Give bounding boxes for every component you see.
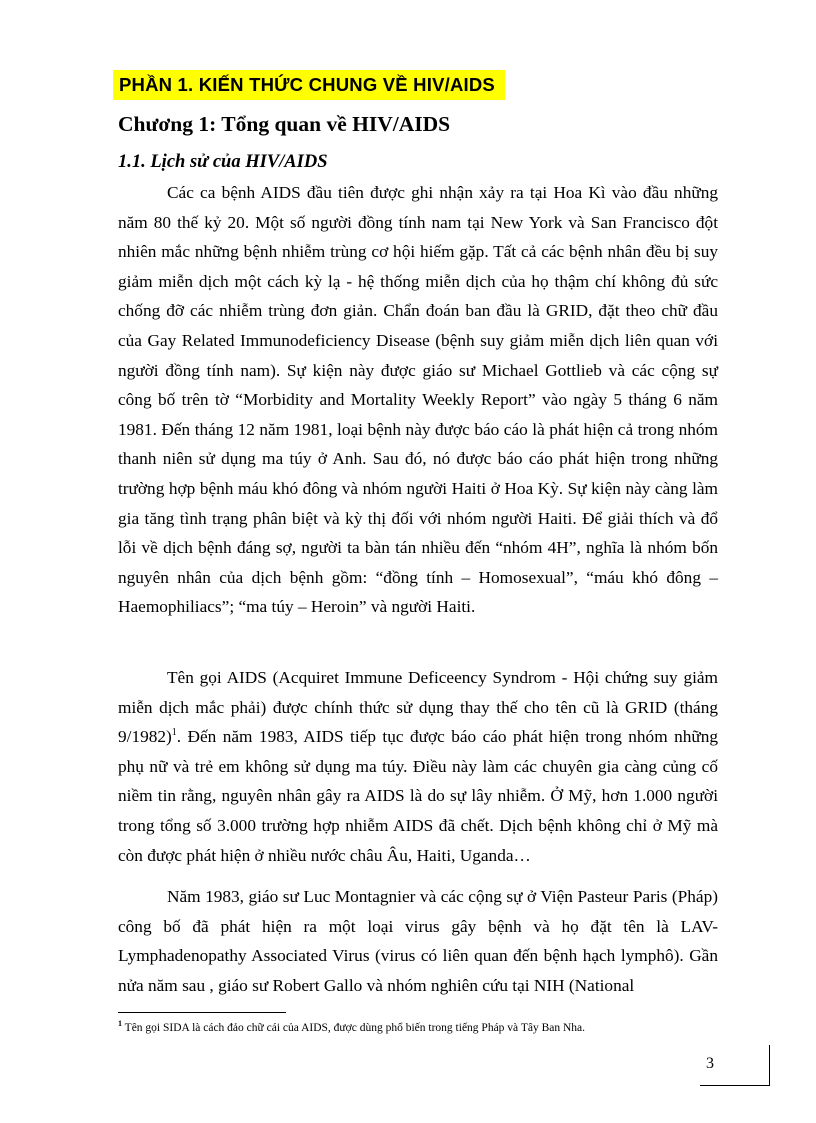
page-number: 3: [706, 1055, 714, 1072]
part-heading: PHẦN 1. KIẾN THỨC CHUNG VỀ HIV/AIDS: [113, 70, 505, 100]
footnote: [118, 1020, 718, 1036]
chapter-title: Chương 1: Tổng quan về HIV/AIDS: [118, 112, 451, 136]
paragraph-aids-name-text: Tên gọi AIDS (Acquiret Immune Deficeency Syndrom - Hội chứng suy giảm miễn dịch mắc phải) được chính thức sử dụng thay thế cho tên cũ là GRID (tháng 9/1982): [118, 668, 718, 747]
paragraph-virus-discovery: Năm 1983, giáo sư Luc Montagnier và các cộng sự ở Viện Pasteur Paris (Pháp) công bố đã phát hiện ra một loại virus gây bệnh và họ đặt tên là LAV-Lymphadenopathy Associated Virus (virus có liên quan đến bệnh hạch lymphô). Gần nửa năm sau , giáo sư Robert Gallo và nhóm nghiên cứu tại NIH (National: [118, 887, 718, 995]
paragraph-history: Các ca bệnh AIDS đầu tiên được ghi nhận xảy ra tại Hoa Kì vào đầu những năm 80 thế kỷ 20. Một số người đồng tính nam tại New York và San Francisco đột nhiên mắc những bệnh nhiễm trùng cơ hội hiếm gặp. Tất cả các bệnh nhân đều bị suy giảm miễn dịch một cách kỳ lạ - hệ thống miễn dịch của họ thậm chí không đủ sức chống đỡ các nhiễm trùng đơn giản. Chẩn đoán ban đầu là GRID, đặt theo chữ đầu của Gay Related Immunodeficiency Disease (bệnh suy giảm miễn dịch liên quan với người đồng tính nam). Sự kiện này được giáo sư Michael Gottlieb và các cộng sự công bố trên tờ “Morbidity and Mortality Weekly Report” vào ngày 5 tháng 6 năm 1981. Đến tháng 12 năm 1981, loại bệnh này được báo cáo là phát hiện cả trong nhóm thanh niên sử dụng ma túy ở Anh. Sau đó, nó được báo cáo phát hiện trong những trường hợp bệnh máu khó đông và nhóm người Haiti ở Hoa Kỳ. Sự kiện này càng làm gia tăng tình trạng phân biệt và kỳ thị đối với nhóm người Haiti. Để giải thích và đổ lỗi về dịch bệnh đáng sợ, người ta bàn tán nhiều đến “nhóm 4H”, nghĩa là nhóm bốn nguyên nhân của dịch bệnh gồm: “đồng tính – Homosexual”, “máu khó đông – Haemophiliacs”; “ma túy – Heroin” và người Haiti.: [118, 183, 718, 617]
page-corner-mark-vertical: [769, 1045, 770, 1085]
footnote-text: Tên gọi SIDA là cách đảo chữ cái của AIDS, được dùng phổ biến trong tiếng Pháp và Tây Ban Nha.: [122, 1022, 586, 1034]
footnote-number: 1: [118, 1019, 122, 1029]
footnote-reference[interactable]: 1: [171, 727, 177, 739]
page-corner-mark-horizontal: [700, 1085, 770, 1086]
paragraph-aids-name: [118, 663, 718, 870]
section-title: 1.1. Lịch sử của HIV/AIDS: [118, 152, 328, 172]
footnote-separator: [118, 1012, 286, 1013]
paragraph-aids-name-text-cont: . Đến năm 1983, AIDS tiếp tục được báo cáo phát hiện trong nhóm những phụ nữ và trẻ em không sử dụng ma túy. Điều này làm các chuyên gia càng củng cố niềm tin rằng, nguyên nhân gây ra AIDS là do sự lây nhiễm. Ở Mỹ, hơn 1.000 người trong tổng số 3.000 trường hợp nhiễm AIDS đã chết. Dịch bệnh không chỉ ở Mỹ mà còn được phát hiện ở nhiều nước châu Âu, Haiti, Uganda…: [118, 727, 718, 865]
